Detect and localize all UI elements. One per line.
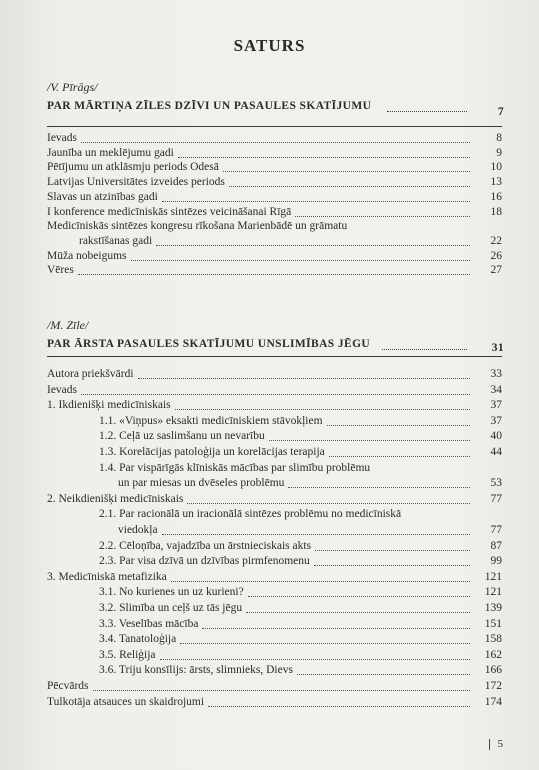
toc-entry-label: 2. Neikdienišķi medicīniskais (47, 492, 184, 505)
page-title: SATURS (233, 36, 306, 55)
section-heading-page: 7 (497, 106, 504, 118)
leader-dots (187, 489, 470, 504)
toc-entry-label: rakstīšanas gadi (79, 234, 153, 247)
leader-dots (208, 692, 470, 707)
leader-dots (329, 442, 470, 457)
toc-entry-page: 22 (490, 234, 502, 247)
leader-dots (223, 157, 470, 172)
toc-entry-page: 162 (484, 648, 502, 661)
toc-entry-page: 8 (496, 132, 502, 144)
leader-dots (175, 395, 470, 410)
toc-entry-label: 2.1. Par racionālā un iracionālā sintēzes problēmu no medicīniskā (99, 508, 402, 521)
toc-entry-label: 3.3. Veselības mācība (99, 617, 199, 630)
toc-entry-page: 99 (490, 555, 502, 568)
section-heading-text: PAR MĀRTIŅA ZĪLES DZĪVI UN PASAULES SKATĪJUMU (47, 100, 372, 112)
section-author: /V. Pīrāgs/ (47, 80, 98, 94)
toc-entry-page: 26 (490, 249, 502, 262)
toc-entry-label: viedokļa (118, 524, 158, 536)
toc-entry-label: I konference medicīniskās sintēzes veicināšanai Rīgā (47, 205, 292, 218)
leader-dots (229, 172, 470, 187)
toc-entry-label: 1.2. Ceļā uz saslimšanu un nevarību (99, 430, 265, 443)
toc-entry-label: Autora priekšvārdi (47, 368, 134, 380)
leader-dots (93, 676, 470, 691)
toc-entry-label: Jaunība un meklējumu gadi (47, 146, 174, 159)
toc-entry-page: 9 (496, 146, 502, 159)
section-heading (47, 100, 504, 118)
toc-entry-label: 3.5. Reliģija (99, 648, 156, 661)
toc-entry-page: 13 (490, 176, 502, 189)
toc-entry-page: 87 (490, 539, 502, 552)
leader-dots (162, 187, 470, 202)
toc-entry-label: Medicīniskās sintēzes kongresu rīkošana Marienbādē un grāmatu (47, 220, 348, 233)
toc-entry-page: 121 (484, 570, 502, 583)
section-heading (47, 338, 504, 354)
toc-entry-page: 34 (490, 383, 502, 396)
leader-dots (78, 260, 470, 275)
leader-dots (327, 411, 470, 426)
leader-dots (314, 551, 470, 566)
page-number: 5 (497, 738, 503, 750)
leader-dots (178, 143, 470, 158)
leader-dots (131, 246, 470, 261)
toc-entry-page: 166 (484, 664, 502, 677)
toc-entry-page: 77 (490, 524, 502, 536)
toc-entry-label: 3.4. Tanatoloģija (99, 633, 177, 646)
section-heading-text: PAR ĀRSTA PASAULES SKATĪJUMU UNSLIMĪBAS JĒGU (47, 338, 371, 350)
toc-entry-page: 151 (484, 617, 502, 630)
toc-entry (47, 492, 502, 506)
toc-entry-label: Ievads (47, 383, 78, 396)
leader-dots (171, 567, 470, 582)
toc-entry-label: un par miesas un dvēseles problēmu (118, 477, 285, 490)
toc-entry-page: 53 (490, 477, 502, 490)
toc-entry-label: 1.4. Par vispārīgās klīniskās mācības par slimību problēmu (99, 461, 371, 474)
leader-dots (160, 645, 470, 660)
toc-entry-page: 172 (484, 680, 502, 692)
toc-entry (99, 445, 502, 459)
toc-entry-label: Pēcvārds (47, 680, 89, 692)
section-rule (47, 126, 502, 127)
leader-dots (315, 536, 470, 551)
toc-entry-page: 174 (484, 695, 502, 708)
leader-dots (180, 629, 470, 644)
toc-entry-label: 2.2. Cēloņība, vajadzība un ārstnieciskais akts (99, 539, 312, 552)
leader-dots (202, 614, 470, 629)
toc-entry-page: 77 (490, 492, 502, 505)
toc-entry-page: 16 (490, 190, 502, 203)
leader-dots (246, 598, 470, 613)
leader-dots (382, 338, 467, 350)
toc-entry-page: 10 (490, 161, 502, 174)
leader-dots (81, 380, 470, 395)
toc-entry-label: Ievads (47, 132, 78, 144)
toc-entry-label: 1.1. «Viņpus» eksakti medicīniskiem stāvokļiem (99, 414, 323, 427)
leader-dots (295, 202, 470, 217)
toc-entry-page: 158 (484, 633, 502, 646)
toc-entry-label: 3.1. No kurienes un uz kurieni? (99, 586, 244, 599)
leader-dots (162, 520, 470, 535)
toc-entry-page: 44 (490, 446, 502, 458)
toc-entry-page: 121 (484, 586, 502, 599)
page-footer (489, 738, 504, 750)
toc-entry-label: 3.2. Slimība un ceļš uz tās jēgu (99, 602, 243, 614)
toc-entry-page: 27 (490, 264, 502, 277)
section-author: /M. Zīle/ (47, 318, 89, 332)
toc-entry-label: Tulkotāja atsauces un skaidrojumi (47, 695, 205, 708)
leader-dots (81, 128, 470, 143)
toc-entry-label: 2.3. Par visa dzīvā un dzīvības pirmfenomenu (99, 555, 310, 568)
toc-entry-label: Slavas un atzinības gadi (47, 190, 158, 203)
toc-entry-page: 18 (490, 205, 502, 218)
toc-entry-page: 37 (490, 414, 502, 427)
leader-dots (288, 473, 470, 488)
toc-entry-page: 40 (490, 430, 502, 443)
leader-dots (248, 582, 470, 597)
toc-entry (47, 263, 502, 277)
leader-dots (269, 426, 470, 441)
toc-entry-page: 139 (484, 602, 502, 614)
leader-dots (387, 100, 467, 112)
leader-dots (297, 660, 470, 675)
toc-entry-page: 33 (490, 368, 502, 380)
footer-divider (489, 739, 490, 750)
toc-entry-label: 3.6. Triju konsīlijs: ārsts, slimnieks, Dievs (99, 664, 293, 677)
toc-entry-label: Pētījumu un atklāsmju periods Odesā (47, 161, 219, 174)
toc-entry-label: 1.3. Korelācijas patoloģija un korelācijas terapija (99, 446, 325, 458)
toc-entry-label: 1. Ikdienišķi medicīniskais (47, 399, 171, 412)
toc-entry-page: 37 (490, 399, 502, 412)
toc-entry (47, 205, 502, 219)
leader-dots (156, 231, 470, 246)
toc-entry-label: 3. Medicīniskā metafizika (47, 570, 167, 583)
toc-entry-label: Vēres (47, 264, 74, 277)
section-rule (47, 356, 502, 357)
toc-entry (47, 695, 502, 709)
toc-entry-label: Latvijas Universitātes izveides periods (47, 176, 225, 189)
section-heading-page: 31 (491, 342, 504, 354)
leader-dots (138, 364, 470, 379)
toc-entry-label: Mūža nobeigums (47, 249, 127, 262)
